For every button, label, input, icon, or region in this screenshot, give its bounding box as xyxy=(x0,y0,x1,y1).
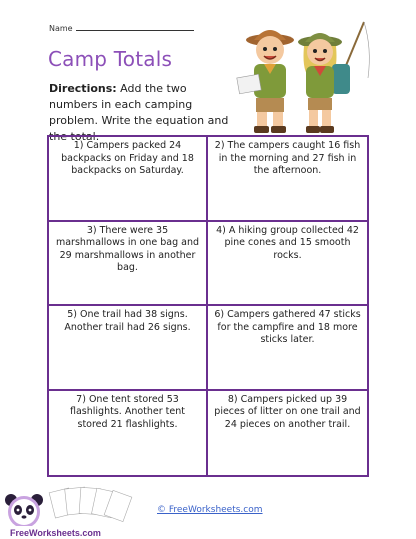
problem-box-1: 1) Campers packed 24 backpacks on Friday and 18 backpacks on Saturday. xyxy=(49,137,208,222)
page-title: Camp Totals xyxy=(48,47,173,71)
problem-box-5: 5) One trail had 38 signs. Another trail had 26 signs. xyxy=(49,306,208,391)
problem-box-2: 2) The campers caught 16 fish in the morning and 27 fish in the afternoon. xyxy=(208,137,367,222)
name-label: Name xyxy=(49,24,73,33)
problem-grid xyxy=(47,135,369,477)
logo-text: FreeWorksheets.com xyxy=(10,528,101,538)
directions-label: Directions: xyxy=(49,82,117,95)
website-link[interactable]: © FreeWorksheets.com xyxy=(157,505,263,515)
problem-box-4: 4) A hiking group collected 42 pine cones and 15 smooth rocks. xyxy=(208,222,367,307)
campers-illustration xyxy=(232,18,382,134)
problem-box-8: 8) Campers picked up 39 pieces of litter on one trail and 24 pieces on another trail. xyxy=(214,393,361,430)
name-line[interactable] xyxy=(76,22,194,31)
problem-box-3: 3) There were 35 marshmallows in one bag and 29 marshmallows in another bag. xyxy=(49,222,208,307)
freeworksheets-logo xyxy=(2,486,140,538)
problem-box-7: 7) One tent stored 53 flashlights. Another tent stored 21 flashlights. xyxy=(49,391,208,476)
directions-text: Add the two numbers in each camping problem. Write the equation and the total. xyxy=(49,82,229,143)
name-field-row xyxy=(49,22,194,33)
problem-box-6: 6) Campers gathered 47 sticks for the campfire and 18 more sticks later. xyxy=(208,306,367,391)
